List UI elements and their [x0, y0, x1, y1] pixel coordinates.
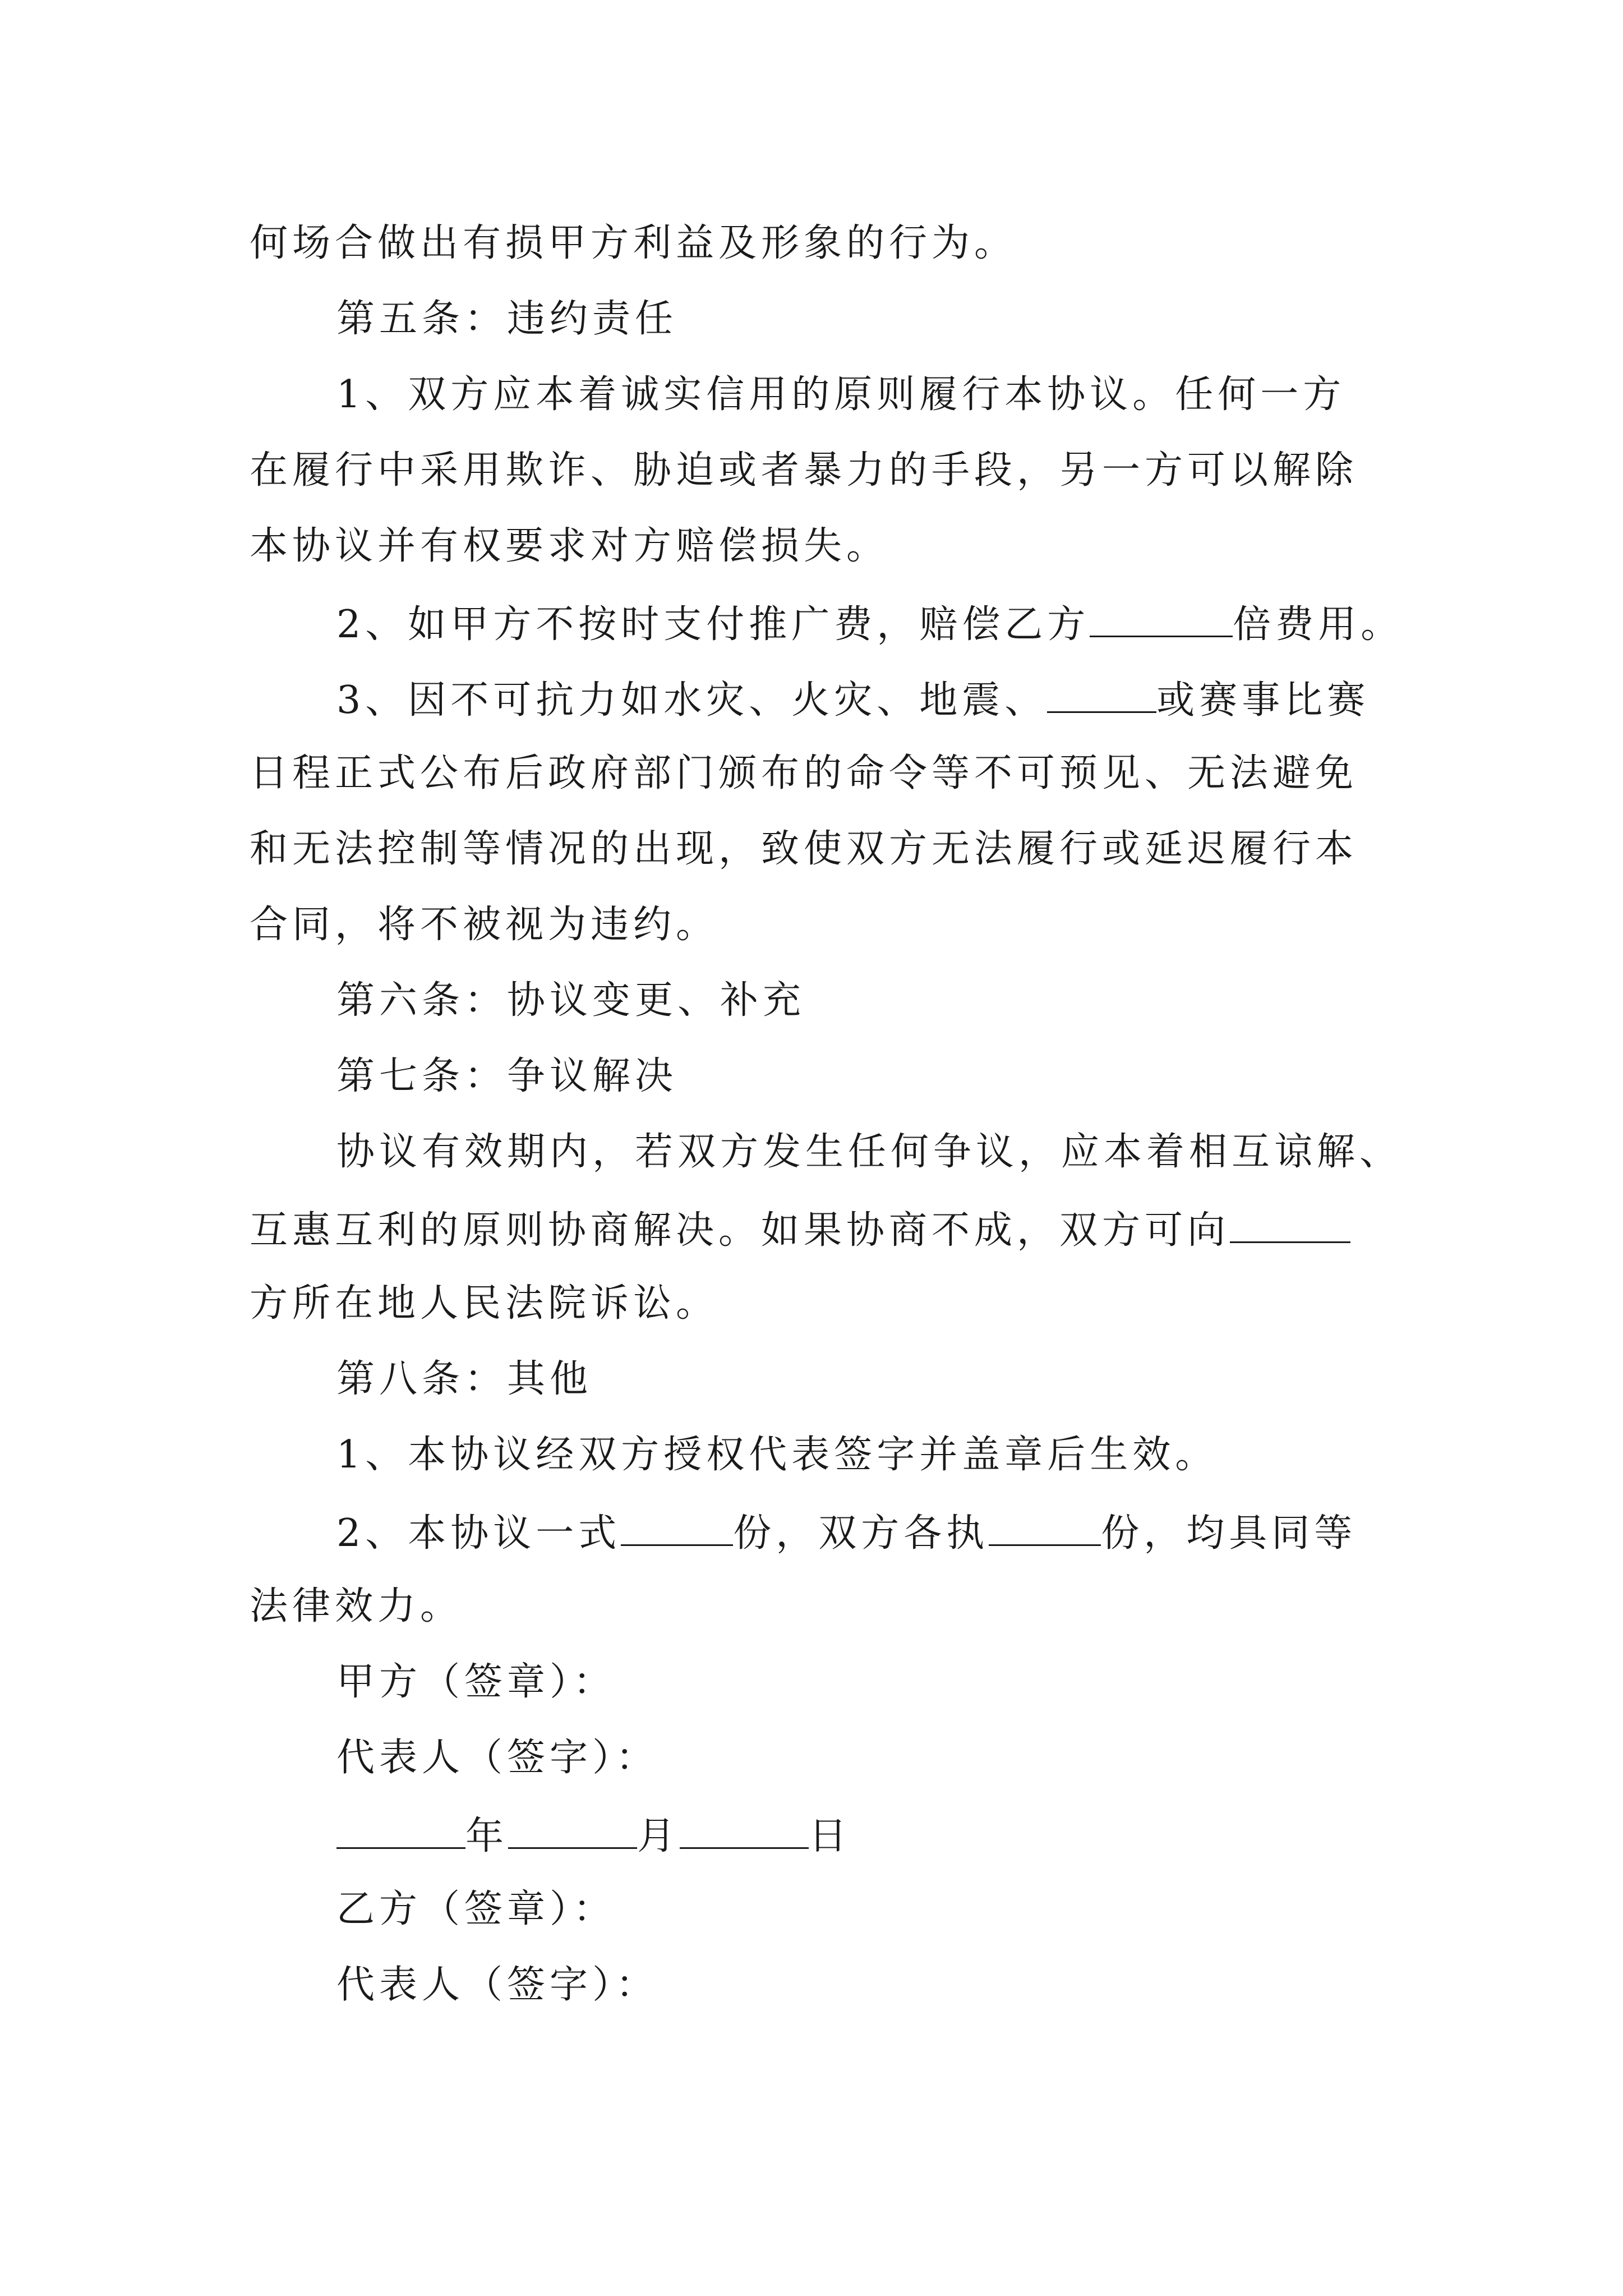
text-line: 合同，将不被视为违约。	[250, 903, 719, 947]
text-line: 和无法控制等情况的出现，致使双方无法履行或延迟履行本	[250, 827, 1358, 871]
text-line: 1、本协议经双方授权代表签字并盖章后生效。	[336, 1433, 1218, 1477]
party-b-seal-label: 乙方（签章）：	[336, 1887, 616, 1931]
text-segment: 或赛事比赛	[1156, 678, 1370, 723]
fill-blank	[1230, 1209, 1350, 1243]
text-line: 何场合做出有损甲方利益及形象的行为。	[250, 221, 1017, 265]
text-line-with-blank	[250, 1208, 1350, 1253]
text-segment: 份，双方各执	[733, 1511, 989, 1556]
fill-blank	[1047, 679, 1156, 713]
day-blank	[680, 1815, 809, 1849]
text-line-with-blank	[336, 678, 1370, 723]
party-a-seal-label: 甲方（签章）：	[336, 1660, 616, 1704]
text-line: 在履行中采用欺诈、胁迫或者暴力的手段，另一方可以解除	[250, 448, 1358, 493]
article-8-heading: 第八条：其他	[336, 1357, 593, 1401]
text-segment: 2、如甲方不按时支付推广费，赔偿乙方	[336, 602, 1090, 647]
text-line: 方所在地人民法院诉讼。	[250, 1281, 719, 1326]
text-line-with-blank	[336, 602, 1404, 647]
text-line: 本协议并有权要求对方赔偿损失。	[250, 524, 889, 568]
text-segment: 份，均具同等	[1101, 1511, 1357, 1556]
party-a-representative-label: 代表人（签字）：	[336, 1736, 659, 1780]
fill-blank	[621, 1512, 733, 1546]
text-segment: 倍费用。	[1233, 602, 1404, 647]
article-5-heading: 第五条：违约责任	[336, 297, 678, 341]
article-6-heading: 第六条：协议变更、补充	[336, 978, 806, 1023]
text-line: 日程正式公布后政府部门颁布的命令等不可预见、无法避免	[250, 751, 1358, 795]
text-segment: 互惠互利的原则协商解决。如果协商不成，双方可向	[250, 1208, 1230, 1253]
month-label: 月	[637, 1814, 680, 1858]
party-b-representative-label: 代表人（签字）：	[336, 1963, 659, 2007]
text-line: 协议有效期内，若双方发生任何争议，应本着相互谅解、	[336, 1130, 1403, 1174]
year-blank	[336, 1815, 465, 1849]
text-segment: 3、因不可抗力如水灾、火灾、地震、	[336, 678, 1048, 723]
text-line: 法律效力。	[250, 1584, 463, 1628]
text-line-with-blanks	[336, 1511, 1357, 1556]
year-label: 年	[465, 1814, 509, 1858]
text-segment: 2、本协议一式	[336, 1511, 621, 1556]
month-blank	[508, 1815, 637, 1849]
text-line: 1、双方应本着诚实信用的原则履行本协议。任何一方	[336, 372, 1346, 417]
day-label: 日	[809, 1814, 852, 1858]
article-7-heading: 第七条：争议解决	[336, 1054, 678, 1098]
fill-blank	[989, 1512, 1101, 1546]
fill-blank	[1090, 603, 1233, 637]
date-line	[336, 1815, 851, 1856]
